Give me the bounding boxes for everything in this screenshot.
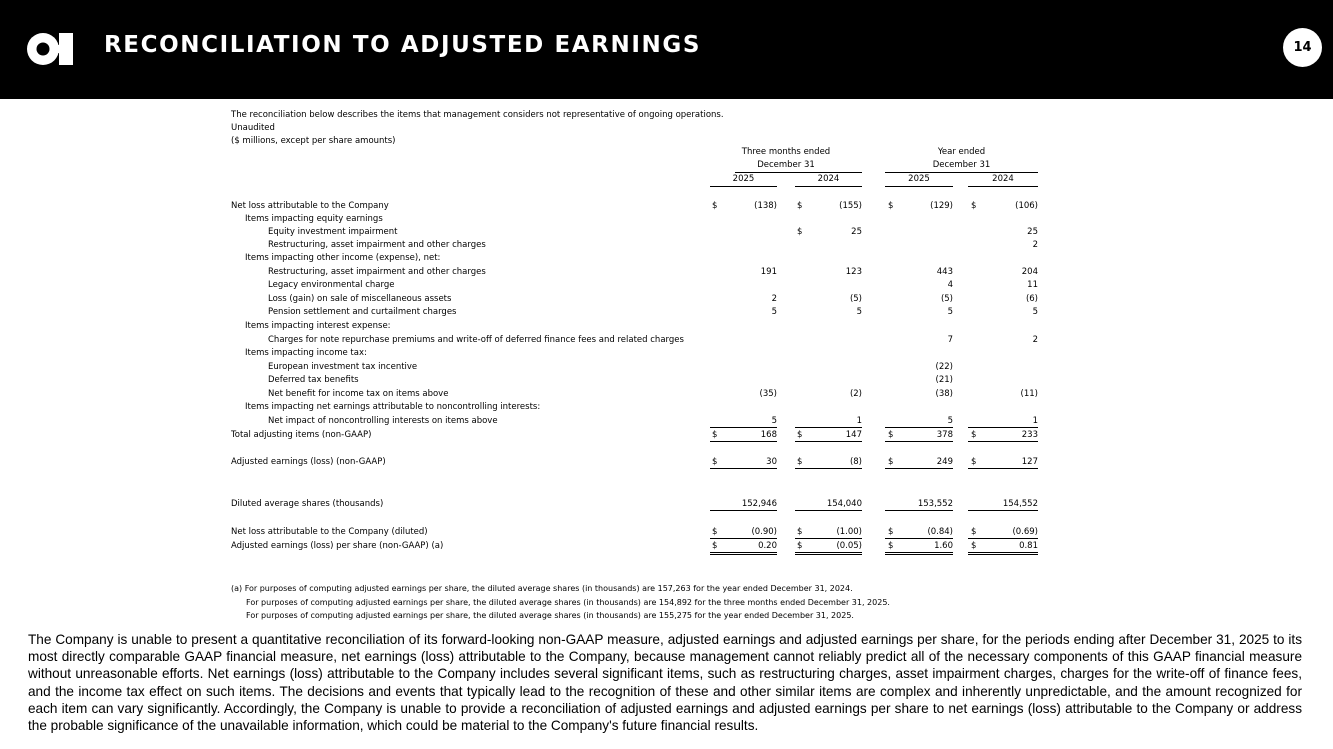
- cell-underline: [795, 510, 862, 511]
- table-row: [0, 306, 1333, 319]
- cell-double-underline: [795, 554, 862, 555]
- cell-value: (0.84): [927, 527, 953, 537]
- o-i-logo-icon: [26, 30, 78, 68]
- cell-double-underline: [885, 554, 953, 555]
- currency-symbol: $: [712, 457, 718, 467]
- cell-value: (2): [849, 389, 862, 399]
- group-header-year: Year ended: [937, 147, 986, 157]
- group-header-three-months: Three months ended: [741, 147, 831, 157]
- row-label: Net loss attributable to the Company: [231, 201, 389, 211]
- row-label: Restructuring, asset impairment and other charges: [268, 240, 486, 250]
- cell-value: (5): [849, 294, 862, 304]
- col-rule-3: [885, 186, 953, 187]
- table-row: [0, 200, 1333, 213]
- cell-value: 1: [1032, 416, 1038, 426]
- cell-underline: [710, 510, 777, 511]
- cell-underline: [795, 538, 862, 539]
- cell-underline: [885, 427, 953, 428]
- cell-value: 4: [947, 280, 953, 290]
- cell-value: 7: [947, 335, 953, 345]
- cell-underline: [710, 468, 777, 469]
- cell-value: (138): [754, 201, 777, 211]
- cell-value: (38): [935, 389, 953, 399]
- cell-value: 5: [1032, 307, 1038, 317]
- cell-value: 0.81: [1019, 541, 1038, 551]
- cell-value: 191: [760, 267, 777, 277]
- cell-value: 5: [771, 307, 777, 317]
- currency-symbol: $: [797, 201, 803, 211]
- cell-underline: [968, 441, 1038, 442]
- row-label: Items impacting interest expense:: [245, 321, 391, 331]
- row-label: Deferred tax benefits: [268, 375, 359, 385]
- cell-value: 168: [760, 430, 777, 440]
- cell-underline: [968, 427, 1038, 428]
- cell-value: 123: [845, 267, 862, 277]
- currency-symbol: $: [797, 457, 803, 467]
- cell-value: 152,946: [741, 499, 777, 509]
- intro-unaudited: Unaudited: [231, 123, 275, 133]
- currency-symbol: $: [712, 201, 718, 211]
- col-header-2024-y: 2024: [992, 174, 1014, 184]
- currency-symbol: $: [971, 457, 977, 467]
- currency-symbol: $: [888, 541, 894, 551]
- cell-value: (1.00): [836, 527, 862, 537]
- row-label: Pension settlement and curtailment charges: [268, 307, 457, 317]
- row-label: Diluted average shares (thousands): [231, 499, 384, 509]
- row-label: Items impacting net earnings attributable to noncontrolling interests:: [245, 402, 541, 412]
- currency-symbol: $: [888, 527, 894, 537]
- col-rule-1: [710, 186, 777, 187]
- row-label: European investment tax incentive: [268, 362, 418, 372]
- currency-symbol: $: [971, 201, 977, 211]
- table-row: [0, 213, 1333, 226]
- cell-value: 25: [1027, 227, 1038, 237]
- cell-underline: [710, 427, 777, 428]
- row-label: Items impacting other income (expense), net:: [245, 253, 441, 263]
- col-rule-4: [968, 186, 1038, 187]
- cell-value: 378: [936, 430, 953, 440]
- currency-symbol: $: [712, 527, 718, 537]
- row-label: Net loss attributable to the Company (diluted): [231, 527, 428, 537]
- row-label: Charges for note repurchase premiums and write-off of deferred finance fees and related charges: [268, 335, 684, 345]
- table-row: [0, 320, 1333, 333]
- currency-symbol: $: [888, 201, 894, 211]
- table-row: [0, 293, 1333, 306]
- cell-underline: [968, 468, 1038, 469]
- table-row: [0, 401, 1333, 414]
- cell-value: 11: [1027, 280, 1038, 290]
- cell-value: 204: [1021, 267, 1038, 277]
- row-label: Restructuring, asset impairment and other charges: [268, 267, 486, 277]
- table-row: [0, 266, 1333, 279]
- currency-symbol: $: [797, 430, 803, 440]
- cell-underline: [710, 538, 777, 539]
- row-label: Net impact of noncontrolling interests on items above: [268, 416, 498, 426]
- cell-value: 154,040: [826, 499, 862, 509]
- row-label: Loss (gain) on sale of miscellaneous assets: [268, 294, 452, 304]
- currency-symbol: $: [971, 527, 977, 537]
- col-rule-2: [795, 186, 862, 187]
- col-header-2025-y: 2025: [908, 174, 930, 184]
- header-bar: [0, 0, 1333, 99]
- footnote-a: (a) For purposes of computing adjusted earnings per share, the diluted average shares (in thousands) are 157,263 for the year ended December 31, 2024.: [231, 584, 853, 593]
- table-row: [0, 526, 1333, 539]
- group-header-year-date: December 31: [932, 160, 991, 170]
- cell-value: 5: [771, 416, 777, 426]
- footnote-c: For purposes of computing adjusted earnings per share, the diluted average shares (in thousands) are 155,275 for the year ended December 31, 2025.: [246, 611, 854, 620]
- table-row: [0, 239, 1333, 252]
- page-number-badge: 14: [1283, 28, 1322, 67]
- intro-description: The reconciliation below describes the items that management considers not representative of ongoing operations.: [231, 110, 724, 120]
- cell-value: (35): [759, 389, 777, 399]
- cell-underline: [885, 552, 953, 553]
- table-row: [0, 388, 1333, 401]
- cell-value: 0.20: [758, 541, 777, 551]
- table-row: [0, 334, 1333, 347]
- row-label: Items impacting income tax:: [245, 348, 367, 358]
- currency-symbol: $: [888, 430, 894, 440]
- group-header-three-months-date: December 31: [757, 160, 815, 170]
- cell-underline: [885, 441, 953, 442]
- cell-value: (106): [1015, 201, 1038, 211]
- cell-value: 249: [936, 457, 953, 467]
- table-row: [0, 226, 1333, 239]
- cell-value: (11): [1020, 389, 1038, 399]
- currency-symbol: $: [797, 527, 803, 537]
- currency-symbol: $: [971, 430, 977, 440]
- cell-value: 153,552: [917, 499, 953, 509]
- cell-value: 154,552: [1002, 499, 1038, 509]
- cell-value: 1: [856, 416, 862, 426]
- cell-underline: [968, 510, 1038, 511]
- cell-underline: [885, 538, 953, 539]
- cell-value: (0.90): [751, 527, 777, 537]
- row-label: Equity investment impairment: [268, 227, 398, 237]
- currency-symbol: $: [888, 457, 894, 467]
- cell-underline: [885, 510, 953, 511]
- cell-value: 5: [856, 307, 862, 317]
- cell-value: (155): [839, 201, 862, 211]
- cell-value: 443: [936, 267, 953, 277]
- cell-underline: [968, 552, 1038, 553]
- cell-value: (22): [935, 362, 953, 372]
- row-label: Net benefit for income tax on items above: [268, 389, 449, 399]
- cell-double-underline: [710, 554, 777, 555]
- table-row: [0, 415, 1333, 428]
- intro-units: ($ millions, except per share amounts): [231, 136, 396, 146]
- cell-value: 1.60: [934, 541, 953, 551]
- page-title: RECONCILIATION TO ADJUSTED EARNINGS: [104, 32, 701, 58]
- cell-double-underline: [968, 554, 1038, 555]
- row-label: Legacy environmental charge: [268, 280, 395, 290]
- cell-value: 5: [947, 307, 953, 317]
- cell-value: 2: [1032, 335, 1038, 345]
- cell-value: 25: [851, 227, 862, 237]
- table-row: [0, 252, 1333, 265]
- cell-value: 2: [771, 294, 777, 304]
- table-row: [0, 429, 1333, 442]
- cell-underline: [885, 468, 953, 469]
- table-row: [0, 456, 1333, 469]
- cell-value: 147: [845, 430, 862, 440]
- cell-underline: [710, 441, 777, 442]
- cell-value: (5): [940, 294, 953, 304]
- row-label: Adjusted earnings (loss) per share (non-GAAP) (a): [231, 541, 444, 551]
- col-header-2024-q: 2024: [817, 174, 840, 184]
- table-row: [0, 361, 1333, 374]
- cell-value: (6): [1025, 294, 1038, 304]
- row-label: Total adjusting items (non-GAAP): [231, 430, 372, 440]
- cell-value: 2: [1032, 240, 1038, 250]
- cell-value: 233: [1021, 430, 1038, 440]
- cell-underline: [968, 538, 1038, 539]
- cell-value: (0.69): [1012, 527, 1038, 537]
- currency-symbol: $: [712, 430, 718, 440]
- cell-value: 5: [947, 416, 953, 426]
- table-row: [0, 374, 1333, 387]
- row-label: Adjusted earnings (loss) (non-GAAP): [231, 457, 386, 467]
- table-row: [0, 498, 1333, 511]
- table-row: [0, 279, 1333, 292]
- currency-symbol: $: [797, 541, 803, 551]
- cell-underline: [795, 552, 862, 553]
- table-row: [0, 540, 1333, 553]
- cell-underline: [795, 468, 862, 469]
- cell-underline: [795, 427, 862, 428]
- cell-underline: [795, 441, 862, 442]
- cell-value: (8): [849, 457, 862, 467]
- cell-value: (0.05): [836, 541, 862, 551]
- row-label: Items impacting equity earnings: [245, 214, 383, 224]
- col-header-2025-q: 2025: [732, 174, 755, 184]
- currency-symbol: $: [797, 227, 803, 237]
- cell-value: (129): [930, 201, 953, 211]
- disclaimer-paragraph: The Company is unable to present a quantitative reconciliation of its forward-looking non-GAAP measure, adjusted earnings and adjusted earnings per share, for the periods ending after December 31, 2025 to its most directly comparable GAAP financial measure, net earnings (loss) attributable to the Company, because management cannot reliably predict all of the necessary components of this GAAP financial measure without unreasonable efforts. Net earnings (loss) attributable to the Company includes several significant items, such as restructuring charges, asset impairment charges, charges for the write-off of finance fees, and the income tax effect on such items. The decisions and events that typically lead to the recognition of these and other similar items are complex and inherently unpredictable, and the amount recognized for each item can vary significantly. Accordingly, the Company is unable to provide a reconciliation of adjusted earnings and adjusted earnings per share to net earnings (loss) attributable to the Company or address the probable significance of the unavailable information, which could be material to the Company's future financial results.: [28, 632, 1302, 734]
- footnote-b: For purposes of computing adjusted earnings per share, the diluted average shares (in thousands) are 154,892 for the three months ended December 31, 2025.: [246, 598, 890, 607]
- currency-symbol: $: [712, 541, 718, 551]
- cell-value: (21): [935, 375, 953, 385]
- table-row: [0, 347, 1333, 360]
- cell-underline: [710, 552, 777, 553]
- cell-value: 127: [1021, 457, 1038, 467]
- cell-value: 30: [766, 457, 777, 467]
- currency-symbol: $: [971, 541, 977, 551]
